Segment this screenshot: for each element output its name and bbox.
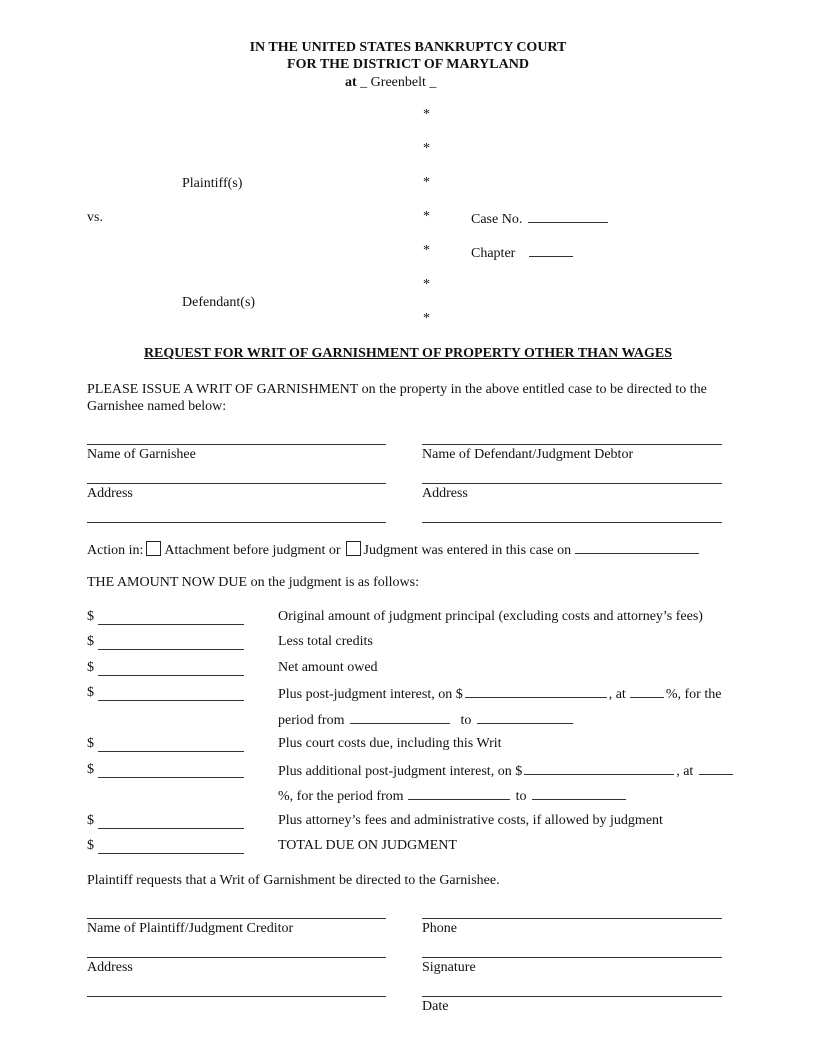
plaintiff-label: Plaintiff(s): [182, 176, 243, 191]
additional-period-to-label: to: [515, 789, 527, 804]
dollar-sign: $: [87, 838, 94, 853]
interest-rate-field[interactable]: [630, 685, 664, 698]
original-amount-field[interactable]: [98, 624, 244, 625]
caption-star: *: [423, 277, 430, 292]
action-in-row: [87, 541, 701, 559]
post-judgment-interest-row: [278, 685, 721, 703]
case-no-label: Case No.: [471, 212, 523, 227]
phone-label: Phone: [422, 921, 457, 936]
dollar-sign: $: [87, 660, 94, 675]
signature-label: Signature: [422, 960, 476, 975]
garnishee-name-label: Name of Garnishee: [87, 447, 196, 462]
action-in-label: Action in:: [87, 543, 144, 558]
court-location: [345, 75, 436, 91]
date-field[interactable]: [422, 996, 722, 997]
credits-label: Less total credits: [278, 634, 373, 649]
interest-period-row: [278, 711, 575, 729]
amount-heading: THE AMOUNT NOW DUE on the judgment is as follows:: [87, 575, 419, 590]
debtor-name-field[interactable]: [422, 444, 722, 445]
additional-interest-rate-field[interactable]: [699, 762, 733, 775]
total-due-label: TOTAL DUE ON JUDGMENT: [278, 838, 457, 853]
judgment-date-field[interactable]: [575, 541, 699, 554]
form-title: REQUEST FOR WRIT OF GARNISHMENT OF PROPERTY OTHER THAN WAGES: [143, 346, 673, 361]
vs-label: vs.: [87, 210, 103, 225]
original-amount-label: Original amount of judgment principal (excluding costs and attorney’s fees): [278, 609, 703, 624]
additional-interest-principal-field[interactable]: [524, 762, 674, 775]
post-judgment-interest-field[interactable]: [98, 700, 244, 701]
defendant-label: Defendant(s): [182, 295, 256, 310]
attachment-checkbox[interactable]: [146, 541, 161, 556]
attachment-option-label: Attachment before judgment or: [164, 543, 341, 558]
request-text: Plaintiff requests that a Writ of Garnishment be directed to the Garnishee.: [87, 873, 500, 888]
garnishee-address-label: Address: [87, 486, 133, 501]
dollar-sign: $: [87, 736, 94, 751]
attorney-fees-label: Plus attorney’s fees and administrative costs, if allowed by judgment: [278, 813, 663, 828]
dollar-sign: $: [87, 813, 94, 828]
net-owed-label: Net amount owed: [278, 660, 378, 675]
additional-interest-at-label: , at: [676, 764, 694, 779]
location-field[interactable]: _ Greenbelt _: [360, 75, 437, 90]
interest-period-label: %, for the: [665, 687, 722, 702]
interest-at-label: , at: [608, 687, 626, 702]
judgment-entered-label: Judgment was entered in this case on: [363, 543, 572, 558]
additional-interest-label: Plus additional post-judgment interest, on $: [278, 764, 523, 779]
debtor-name-label: Name of Defendant/Judgment Debtor: [422, 447, 634, 462]
additional-period-to-field[interactable]: [532, 787, 626, 800]
date-label: Date: [422, 999, 449, 1014]
period-to-label: to: [460, 713, 472, 728]
garnishee-address-line2-field[interactable]: [87, 522, 386, 523]
chapter: [471, 244, 575, 262]
intro-text-2: Garnishee named below:: [87, 399, 227, 414]
total-due-field[interactable]: [98, 853, 244, 854]
debtor-address-line2-field[interactable]: [422, 522, 722, 523]
dollar-sign: $: [87, 609, 94, 624]
caption-star: *: [423, 175, 430, 190]
net-owed-field[interactable]: [98, 675, 244, 676]
court-costs-label: Plus court costs due, including this Writ: [278, 736, 502, 751]
additional-interest-field[interactable]: [98, 777, 244, 778]
additional-period-from-field[interactable]: [408, 787, 510, 800]
chapter-field[interactable]: [529, 244, 573, 257]
court-name: IN THE UNITED STATES BANKRUPTCY COURT: [249, 40, 567, 55]
phone-field[interactable]: [422, 918, 722, 919]
judgment-entered-checkbox[interactable]: [346, 541, 361, 556]
case-no-field[interactable]: [528, 210, 608, 223]
interest-label: Plus post-judgment interest, on $: [278, 687, 463, 702]
case-number: [471, 210, 610, 228]
plaintiff-address-label: Address: [87, 960, 133, 975]
chapter-label: Chapter: [471, 246, 516, 261]
attorney-fees-field[interactable]: [98, 828, 244, 829]
intro-text-1: PLEASE ISSUE A WRIT OF GARNISHMENT on the property in the above entitled case to be directed to the: [87, 382, 707, 397]
caption-star: *: [423, 141, 430, 156]
garnishee-address-field[interactable]: [87, 483, 386, 484]
signature-field[interactable]: [422, 957, 722, 958]
interest-principal-field[interactable]: [465, 685, 607, 698]
at-label: at: [345, 75, 357, 90]
debtor-address-field[interactable]: [422, 483, 722, 484]
caption-star: *: [423, 311, 430, 326]
plaintiff-name-label: Name of Plaintiff/Judgment Creditor: [87, 921, 294, 936]
caption-star: *: [423, 209, 430, 224]
garnishee-name-field[interactable]: [87, 444, 386, 445]
plaintiff-name-field[interactable]: [87, 918, 386, 919]
additional-period-label: %, for the period from: [278, 789, 404, 804]
court-costs-field[interactable]: [98, 751, 244, 752]
period-to-field[interactable]: [477, 711, 573, 724]
debtor-address-label: Address: [422, 486, 468, 501]
dollar-sign: $: [87, 634, 94, 649]
dollar-sign: $: [87, 685, 94, 700]
district-name: FOR THE DISTRICT OF MARYLAND: [287, 57, 529, 72]
period-from-field[interactable]: [350, 711, 450, 724]
additional-period-row: [278, 787, 628, 805]
caption-star: *: [423, 243, 430, 258]
plaintiff-address-line2-field[interactable]: [87, 996, 386, 997]
additional-interest-row: [278, 762, 735, 780]
caption-star: *: [423, 107, 430, 122]
credits-field[interactable]: [98, 649, 244, 650]
dollar-sign: $: [87, 762, 94, 777]
period-from-label: period from: [278, 713, 345, 728]
plaintiff-address-field[interactable]: [87, 957, 386, 958]
